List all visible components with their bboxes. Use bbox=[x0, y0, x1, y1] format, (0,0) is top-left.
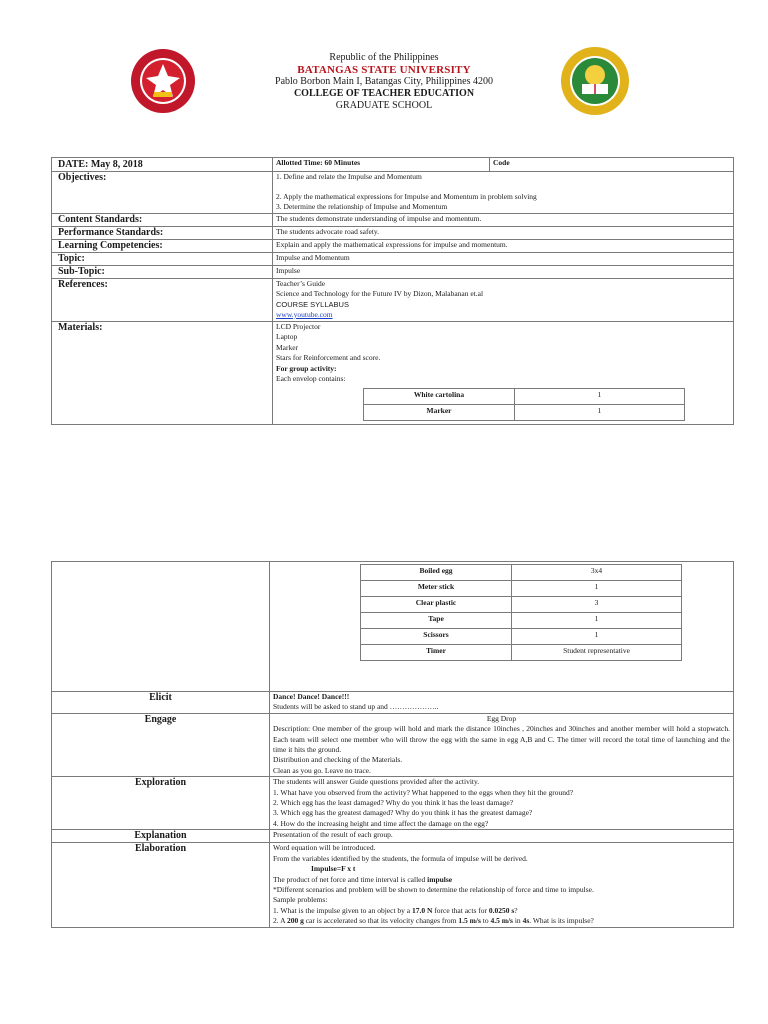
reference-item: Science and Technology for the Future IV by Dizon, Malabanan et.al bbox=[276, 289, 484, 298]
impulse-term: impulse bbox=[427, 874, 453, 884]
exploration-line: 3. Which egg has the greatest damaged? Why do you think it has the greatest damage? bbox=[273, 808, 533, 818]
elicit-cell bbox=[270, 692, 734, 714]
learning-competencies-label: Learning Competencies: bbox=[52, 239, 273, 252]
value-bold: 4.5 m/s bbox=[490, 916, 513, 926]
exploration-line: 2. Which egg has the least damaged? Why do you think it has the least damage? bbox=[273, 798, 514, 808]
item-name: White cartolina bbox=[364, 388, 515, 404]
elaboration-line: *Different scenarios and problem will be shown to determine the relationship of force and time to impulse. bbox=[273, 884, 594, 894]
elaboration-line: Word equation will be introduced. bbox=[273, 843, 376, 853]
elicit-text: Students will be asked to stand up and ……………….. bbox=[273, 702, 439, 712]
table-row bbox=[361, 565, 682, 581]
reference-item: COURSE SYLLABUS bbox=[276, 299, 349, 309]
item-name: Scissors bbox=[361, 629, 512, 645]
impulse-formula: Impulse=F x t bbox=[311, 864, 356, 874]
text-span: . What is its impulse? bbox=[529, 916, 594, 926]
item-qty: 1 bbox=[512, 613, 682, 629]
references-label: References: bbox=[52, 278, 273, 321]
date-cell: DATE: May 8, 2018 bbox=[52, 158, 273, 172]
value-bold: 0.0250 s bbox=[488, 905, 515, 915]
exploration-label: Exploration bbox=[52, 777, 270, 830]
text-span: The product of net force and time interval is called bbox=[273, 874, 428, 884]
youtube-link[interactable]: www.youtube.com bbox=[276, 310, 333, 319]
letterhead bbox=[0, 52, 768, 112]
objective-item: 3. Determine the relationship of Impulse and Momentum bbox=[276, 202, 448, 211]
item-name: Clear plastic bbox=[361, 597, 512, 613]
performance-standards: The students advocate road safety. bbox=[273, 226, 734, 239]
table-row bbox=[361, 645, 682, 661]
item-name: Timer bbox=[361, 645, 512, 661]
item-name: Boiled egg bbox=[361, 565, 512, 581]
references-cell bbox=[273, 278, 734, 321]
item-qty: 3 bbox=[512, 597, 682, 613]
item-qty: 1 bbox=[515, 388, 685, 404]
elaboration-line: From the variables identified by the students, the formula of impulse will be derived. bbox=[273, 853, 528, 863]
elaboration-label: Elaboration bbox=[52, 843, 270, 927]
item-name: Meter stick bbox=[361, 581, 512, 597]
table-row bbox=[364, 388, 685, 404]
content-standards: The students demonstrate understanding of impulse and momentum. bbox=[273, 213, 734, 226]
value-bold: 4s bbox=[522, 916, 530, 926]
objectives-cell bbox=[273, 172, 734, 214]
text-span: 2. A bbox=[273, 916, 287, 926]
subtopic: Impulse bbox=[273, 265, 734, 278]
topic-label: Topic: bbox=[52, 252, 273, 265]
sample-problem-1 bbox=[273, 906, 730, 916]
objective-item: 1. Define and relate the Impulse and Momentum bbox=[276, 172, 422, 181]
item-name: Marker bbox=[364, 404, 515, 420]
item-name: Tape bbox=[361, 613, 512, 629]
table-row bbox=[361, 613, 682, 629]
item-qty: Student representative bbox=[512, 645, 682, 661]
group-activity-label: For group activity: bbox=[276, 363, 337, 373]
topic: Impulse and Momentum bbox=[273, 252, 734, 265]
elaboration-line bbox=[273, 875, 730, 885]
material-item: Marker bbox=[276, 342, 299, 352]
text-span: ? bbox=[514, 905, 518, 915]
table-row bbox=[361, 581, 682, 597]
school-name: GRADUATE SCHOOL bbox=[335, 100, 433, 111]
text-span: in bbox=[512, 916, 523, 926]
reference-item: Teacher’s Guide bbox=[276, 278, 326, 288]
text-span: car is accelerated so that its velocity changes from bbox=[303, 916, 459, 926]
objective-item: 2. Apply the mathematical expressions for Impulse and Momentum in problem solving bbox=[276, 191, 537, 201]
item-qty: 1 bbox=[512, 581, 682, 597]
table-row bbox=[364, 404, 685, 420]
materials-cell bbox=[273, 321, 734, 424]
value-bold: 200 g bbox=[286, 916, 304, 926]
material-item: Stars for Reinforcement and score. bbox=[276, 353, 381, 362]
text-span: force that acts for bbox=[432, 905, 489, 915]
republic-line: Republic of the Philippines bbox=[329, 52, 439, 63]
performance-standards-label: Performance Standards: bbox=[52, 226, 273, 239]
content-standards-label: Content Standards: bbox=[52, 213, 273, 226]
engage-label: Engage bbox=[52, 713, 270, 776]
value-bold: 1.5 m/s bbox=[458, 916, 481, 926]
elicit-label: Elicit bbox=[52, 692, 270, 714]
allotted-time: Allotted Time: 60 Minutes bbox=[273, 158, 490, 172]
objectives-label: Objectives: bbox=[52, 172, 273, 214]
engage-clean: Clean as you go. Leave no trace. bbox=[273, 765, 371, 775]
materials-label: Materials: bbox=[52, 321, 273, 424]
sample-problem-2 bbox=[273, 916, 730, 926]
exploration-line: 4. How do the increasing height and time affect the damage on the egg? bbox=[273, 818, 489, 828]
engage-description: Description: One member of the group will hold and mark the distance 10inches , 20inches and 30inches and another member will hold a stopwatch. Each team will select one member who will throw the egg with the same in egg A,B and C. The timer will record the total time of launching and the time it hits the ground. bbox=[273, 724, 730, 755]
explanation-text: Presentation of the result of each group. bbox=[270, 830, 734, 843]
college-name: COLLEGE OF TEACHER EDUCATION bbox=[293, 88, 475, 99]
exploration-cell bbox=[270, 777, 734, 830]
envelop-text: Each envelop contains: bbox=[276, 374, 346, 383]
table-row bbox=[361, 629, 682, 645]
material-item: LCD Projector bbox=[276, 321, 321, 331]
item-qty: 3x4 bbox=[512, 565, 682, 581]
engage-cell bbox=[270, 713, 734, 776]
elaboration-cell bbox=[270, 843, 734, 927]
material-item: Laptop bbox=[276, 332, 298, 341]
engage-title: Egg Drop bbox=[486, 713, 517, 723]
group-materials-table bbox=[360, 564, 682, 661]
elicit-title: Dance! Dance! Dance!!! bbox=[273, 692, 350, 701]
value-bold: 17.0 N bbox=[412, 905, 433, 915]
materials-continued-label bbox=[52, 562, 270, 692]
exploration-line: 1. What have you observed from the activity? What happened to the eggs when they hit the ground? bbox=[273, 787, 574, 797]
activities-table bbox=[51, 561, 734, 928]
envelop-items-table bbox=[363, 388, 685, 421]
lesson-plan-table bbox=[51, 157, 734, 425]
text-span: to bbox=[480, 916, 491, 926]
engage-distribution: Distribution and checking of the Materials. bbox=[273, 755, 403, 765]
materials-continued-cell bbox=[270, 562, 734, 692]
text-span: 1. What is the impulse given to an object by a bbox=[273, 905, 412, 915]
code-label: Code bbox=[490, 158, 734, 172]
item-qty: 1 bbox=[512, 629, 682, 645]
subtopic-label: Sub-Topic: bbox=[52, 265, 273, 278]
elaboration-line: Sample problems: bbox=[273, 895, 328, 905]
university-address: Pablo Borbon Main I, Batangas City, Philippines 4200 bbox=[275, 76, 493, 87]
learning-competencies: Explain and apply the mathematical expressions for impulse and momentum. bbox=[273, 239, 734, 252]
explanation-label: Explanation bbox=[52, 830, 270, 843]
item-qty: 1 bbox=[515, 404, 685, 420]
university-name: BATANGAS STATE UNIVERSITY bbox=[297, 64, 471, 76]
exploration-line: The students will answer Guide questions provided after the activity. bbox=[273, 777, 480, 787]
table-row bbox=[361, 597, 682, 613]
